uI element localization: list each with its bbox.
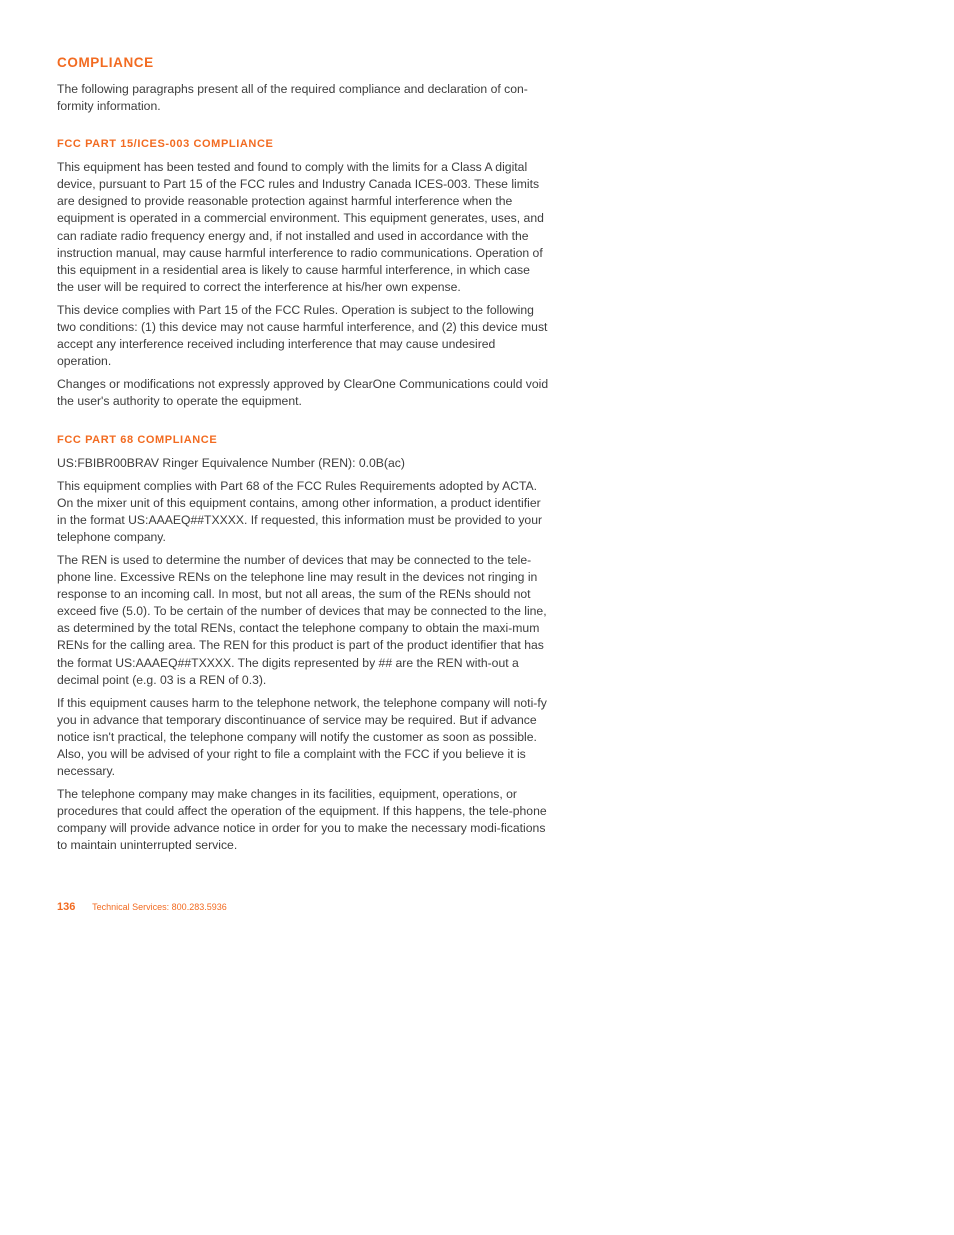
section-heading: FCC PART 68 COMPLIANCE: [57, 433, 218, 446]
footer-text: Technical Services: 800.283.5936: [92, 902, 227, 912]
page-title: COMPLIANCE: [57, 55, 154, 70]
page-footer: [57, 900, 227, 915]
paragraph: If this equipment causes harm to the telephone network, the telephone company will noti-fy you in advance that temporary discontinuance of service may be required. But if advance notice isn't practical, the telephone company will notify the customer as soon as possible. Also, you will be advised of your right to file a complaint with the FCC if you believe it is necessary.: [57, 695, 547, 779]
paragraph: This equipment complies with Part 68 of the FCC Rules Requirements adopted by ACTA. On the mixer unit of this equipment contains, among other information, a product identifier in the format US:AAAEQ##TXXXX. If requested, this information must be provided to your telephone company.: [57, 478, 543, 544]
paragraph: This device complies with Part 15 of the FCC Rules. Operation is subject to the following two conditions: (1) this device may not cause harmful interference, and (2) this device must accept any interference received including interference that may cause undesired operation.: [57, 302, 548, 369]
section-heading: FCC PART 15/ICES-003 COMPLIANCE: [57, 138, 274, 151]
paragraph: The telephone company may make changes in its facilities, equipment, operations, or procedures that could affect the operation of the equipment. If this happens, the tele-phone company will provide advance notice in order for you to make the necessary modi-fications to maintain uninterrupted service.: [57, 787, 547, 853]
section-fcc-part-68: [57, 433, 549, 855]
paragraph: Changes or modifications not expressly approved by ClearOne Communications could void the user's authority to operate the equipment.: [57, 377, 549, 409]
paragraph: This equipment has been tested and found to comply with the limits for a Class A digital device, pursuant to Part 15 of the FCC rules and Industry Canada ICES-003. These limits are designed to provide reasonable protection against harmful interference when the equipment is operated in a commercial environment. This equipment generates, uses, and can radiate radio frequency energy and, if not installed and used in accordance with the instruction manual, may cause harmful interference to radio communications. Operation of this equipment in a residential area is likely to cause harmful interference, in which case the user will be required to correct the interference at his/her own expense.: [57, 160, 544, 294]
document-page: [57, 54, 549, 877]
section-fcc-part-15: [57, 137, 549, 410]
intro-paragraph: The following paragraphs present all of the required compliance and declaration of con-formity information.: [57, 82, 528, 114]
paragraph: US:FBIBR00BRAV Ringer Equivalence Number (REN): 0.0B(ac): [57, 455, 405, 470]
paragraph: The REN is used to determine the number of devices that may be connected to the tele-phone line. Excessive RENs on the telephone line may result in the devices not ringing in response to an incoming call. In most, but not all areas, the sum of the RENs should not exceed five (5.0). To be certain of the number of devices that may be connected to the line, as determined by the total RENs, contact the telephone company to obtain the maxi-mum RENs for the calling area. The REN for this product is part of the product identifier that has the format US:AAAEQ##TXXXX. The digits represented by ## are the REN with-out a decimal point (e.g. 03 is a REN of 0.3).: [57, 552, 547, 687]
page-number: 136: [57, 901, 76, 913]
